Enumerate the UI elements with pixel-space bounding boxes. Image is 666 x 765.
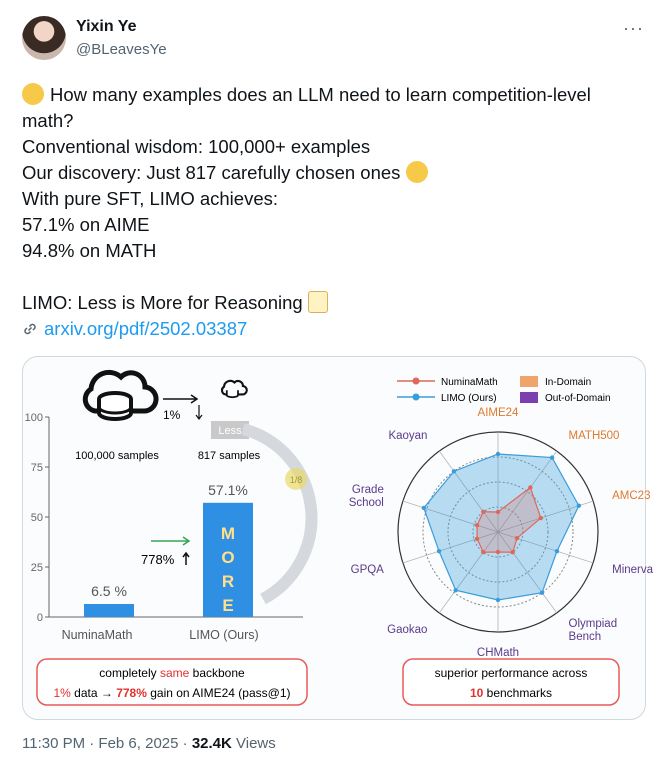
author-handle[interactable]: @BLeavesYe — [76, 41, 167, 58]
bar-0 — [84, 604, 134, 617]
paper-link[interactable]: arxiv.org/pdf/2502.03387 — [44, 318, 248, 339]
y-tick-label: 50 — [30, 512, 43, 524]
radar-point — [422, 506, 426, 510]
more-letter: R — [221, 572, 235, 591]
post-line-1: How many examples does an LLM need to learn competition-level math? — [22, 84, 591, 131]
radar-point — [475, 537, 479, 541]
radar-axis-label: GPQA — [350, 564, 384, 577]
radar-point — [496, 452, 500, 456]
radar-axis-label: Olympiad Bench — [568, 618, 618, 644]
figure — [23, 357, 654, 719]
post-line-7: LIMO: Less is More for Reasoning — [22, 292, 303, 313]
cloud-database-icon — [85, 372, 156, 419]
bar-value-label: 57.1% — [208, 481, 248, 498]
legend-out-domain: Out-of-Domain — [545, 393, 611, 404]
small-cloud-database-icon — [222, 381, 247, 397]
bar-chart — [25, 372, 312, 705]
ratio-label: 1/8 — [289, 475, 303, 485]
more-letter: E — [222, 596, 234, 615]
radar-point — [437, 549, 441, 553]
footer-left-line1: completely same backbone — [99, 666, 245, 680]
y-axis — [25, 412, 303, 624]
radar-point — [496, 598, 500, 602]
radar-point — [577, 504, 581, 508]
y-tick-label: 0 — [36, 612, 43, 624]
post-line-5: 57.1% on AIME — [22, 214, 150, 235]
avatar[interactable] — [22, 16, 66, 60]
thinking-face-icon — [22, 83, 44, 105]
y-tick-label: 25 — [30, 562, 43, 574]
gain-arrow — [151, 537, 189, 545]
radar-point — [515, 536, 519, 540]
radar-axis-label: Kaoyan — [388, 429, 428, 442]
x-tick-label: NuminaMath — [61, 628, 133, 642]
radar-point — [528, 485, 532, 489]
post-line-2: Conventional wisdom: 100,000+ examples — [22, 136, 371, 157]
reduce-arrow — [163, 395, 197, 403]
more-letter: M — [220, 524, 236, 543]
post-metadata — [22, 735, 276, 752]
up-arrow-icon — [183, 553, 189, 565]
radar-point — [481, 510, 485, 514]
one-percent-label: 1% — [163, 408, 181, 422]
radar-point — [540, 590, 544, 594]
radar-point — [475, 523, 479, 527]
legend-numina: NuminaMath — [441, 377, 498, 388]
legend-numina-marker — [413, 378, 420, 385]
link-icon — [22, 321, 38, 337]
views-label: Views — [231, 735, 276, 752]
radar-axis-label: MATH500 — [568, 429, 620, 442]
y-tick-label: 75 — [30, 462, 43, 474]
memo-icon — [308, 291, 328, 313]
radar-point — [496, 510, 500, 514]
radar-axis-label: CHMath — [476, 647, 520, 659]
footer-left-line2: 1% data → 778% gain on AIME24 (pass@1) — [53, 686, 291, 700]
legend-limo-marker — [413, 394, 420, 401]
legend-in-domain-swatch — [520, 376, 538, 387]
post-line-4: With pure SFT, LIMO achieves: — [22, 188, 279, 209]
radar-point — [510, 550, 514, 554]
radar-point — [555, 549, 559, 553]
radar-chart — [349, 376, 654, 705]
legend-out-domain-swatch — [520, 392, 538, 403]
media-card[interactable] — [22, 356, 654, 720]
more-options-icon[interactable]: ··· — [623, 18, 644, 38]
radar-point — [453, 588, 457, 592]
more-letter: O — [221, 548, 235, 567]
bar-value-label: 6.5 % — [91, 583, 127, 599]
legend-in-domain: In-Domain — [545, 377, 592, 388]
footer-right-line2: 10 benchmarks — [469, 686, 553, 700]
radar-axis-label: Grade School — [348, 483, 384, 509]
radar-point — [550, 455, 554, 459]
radar-point — [539, 516, 543, 520]
radar-plot — [349, 407, 654, 659]
y-tick-label: 100 — [24, 412, 43, 424]
radar-axis-label: AMC23 — [612, 489, 651, 502]
post-line-3: Our discovery: Just 817 carefully chosen ones — [22, 162, 401, 183]
gain-label: 778% — [141, 552, 175, 567]
post-line-6: 94.8% on MATH — [22, 240, 157, 261]
view-count: 32.4K — [191, 735, 232, 752]
radar-axis-label: Minerva — [612, 564, 654, 577]
radar-point — [496, 550, 500, 554]
legend-limo: LIMO (Ours) — [441, 393, 497, 404]
footer-right-line1: superior performance across — [434, 666, 588, 680]
star-struck-icon — [406, 161, 428, 183]
radar-point — [481, 550, 485, 554]
radar-axis-label: Gaokao — [387, 624, 428, 637]
sample-label-numina: 100,000 samples — [75, 450, 159, 462]
author-name[interactable]: Yixin Ye — [76, 18, 137, 35]
radar-axis-label: AIME24 — [477, 407, 519, 419]
radar-point — [452, 469, 456, 473]
x-tick-label: LIMO (Ours) — [189, 628, 259, 642]
timestamp[interactable]: 11:30 PM · Feb 6, 2025 · — [22, 735, 192, 752]
legend — [397, 376, 611, 404]
sample-label-limo: 817 samples — [197, 450, 261, 462]
less-label: Less — [218, 425, 242, 437]
down-arrow-icon — [196, 405, 202, 419]
tweet-text — [22, 82, 642, 342]
